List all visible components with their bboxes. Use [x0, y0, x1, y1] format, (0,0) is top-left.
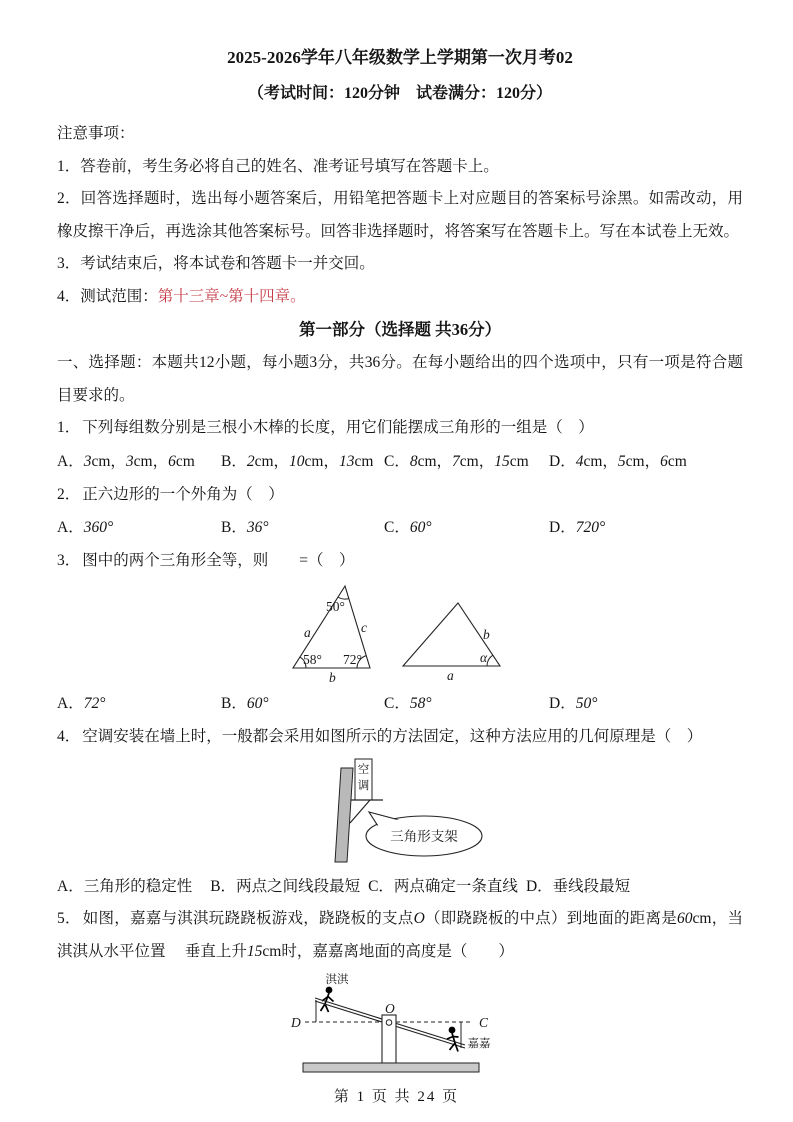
question-2-option-a: A．360° [57, 519, 114, 536]
question-4-stem: 4． 空调安装在墙上时，一般都会采用如图所示的方法固定，这种方法应用的几何原理是（ ） [57, 727, 703, 745]
seesaw-right-person-label: 嘉嘉 [467, 1038, 491, 1050]
question-2-option-b: B．36° [221, 519, 269, 536]
question-4-option-a: A．三角形的稳定性 [57, 878, 193, 895]
question-1-option-c: C．8cm，7cm，15cm [384, 452, 529, 470]
section-intro: 一、选择题：本题共12小题，每小题3分，共36分。在每小题给出的四个选项中，只有一项是符合题目要求的。 [57, 354, 743, 404]
question-3-stem: 3． 图中的两个三角形全等，则 =（ ） [57, 552, 355, 569]
pivot-bolt [386, 1020, 392, 1026]
notice-item-1: 1．答卷前，考生务必将自己的姓名、准考证号填写在答题卡上。 [57, 157, 499, 175]
question-3-option-b: B．60° [221, 694, 269, 712]
right-side-b-label: b [483, 626, 490, 642]
person-icon-right [447, 1027, 459, 1052]
question-5-number: 5． [57, 910, 81, 927]
question-1-options [57, 445, 743, 479]
question-4-option-d: D．垂线段最短 [525, 878, 631, 895]
question-1-stem: 1． 下列每组数分别是三根小木棒的长度，用它们能摆成三角形的一组是（ ） [57, 419, 594, 436]
right-alpha-angle-arc [487, 655, 493, 666]
notice-heading: 注意事项： [57, 125, 135, 142]
ac-unit-char-2: 调 [357, 780, 370, 792]
question-3-option-a: A．72° [57, 694, 106, 712]
speech-bubble-label: 三角形支架 [390, 829, 458, 844]
question-4-option-c: C．两点确定一条直线 [368, 878, 518, 895]
point-c-label: C [479, 1015, 489, 1030]
question-5-stem: 5． 如图，嘉嘉与淇淇玩跷跷板游戏，跷跷板的支点O（即跷跷板的中点）到地面的距离是60cm，当淇淇从水平位置 垂直上升15cm时，嘉嘉离地面的高度是（ ） [57, 910, 743, 960]
question-2-stem: 2． 正六边形的一个外角为（ ） [57, 485, 284, 503]
left-apex-angle-label: 50° [326, 598, 345, 614]
wall [335, 768, 353, 862]
question-4-option-b: B．两点之间线段最短 [210, 878, 361, 895]
section-heading: 第一部分（选择题 共36分） [298, 320, 502, 339]
question-2-options [57, 511, 743, 545]
question-3-option-c: C．58° [384, 694, 432, 712]
notice-item-2: 2．回答选择题时，选出每小题答案后，用铅笔把答题卡上对应题目的答案标号涂黑。如需改动，用橡皮擦干净后，再选涂其他答案标号。回答非选择题时，将答案写在答题卡上。写在本试卷上无效。 [57, 190, 743, 240]
notice-item-4 [57, 281, 743, 314]
question-1-option-a: A．3cm，3cm，6cm [57, 452, 195, 470]
notice-item-3: 3．考试结束后，将本试卷和答题卡一并交回。 [57, 255, 375, 272]
question-1-number: 1． [57, 419, 81, 436]
question-4-number: 4． [57, 727, 81, 745]
seesaw-figure [285, 971, 497, 1073]
person-icon-left [321, 987, 334, 1012]
question-1-option-b: B．2cm，10cm，13cm [221, 452, 374, 470]
ac-unit-char-1: 空 [357, 764, 370, 776]
question-2-option-d: D．720° [549, 519, 606, 536]
notice-item-4-prefix: 4．测试范围： [57, 287, 158, 305]
left-side-c-label: c [361, 619, 367, 635]
page-number: 第 1 页 共 24 页 [333, 1089, 460, 1105]
right-angle-alpha-label: α [480, 649, 488, 665]
question-1-option-d: D．4cm，5cm，6cm [549, 452, 687, 470]
congruent-triangles-figure [290, 581, 505, 684]
left-side-b-label: b [329, 669, 336, 684]
question-3-number: 3． [57, 552, 81, 569]
page-title: 2025-2026学年八年级数学上学期第一次月考02 [227, 48, 573, 67]
question-4-options [57, 871, 743, 903]
question-3-option-d: D．50° [549, 694, 598, 712]
left-side-a-label: a [304, 624, 311, 640]
left-angle-58-label: 58° [303, 651, 322, 667]
question-2-number: 2． [57, 485, 81, 503]
question-2-option-c: C．60° [384, 519, 432, 536]
seesaw-left-person-label: 淇淇 [325, 974, 349, 986]
left-angle-72-label: 72° [343, 651, 362, 667]
right-side-a-label: a [447, 667, 454, 683]
point-d-label: D [291, 1015, 301, 1030]
air-conditioner-bracket-figure [327, 756, 502, 868]
exam-meta: （考试时间：120分钟 试卷满分：120分） [247, 85, 552, 102]
seesaw-base [303, 1063, 479, 1072]
pivot-o-label: O [385, 1001, 395, 1016]
question-3-options [57, 687, 743, 721]
notice-scope-highlight: 第十三章~第十四章。 [157, 287, 306, 305]
diagonal-brace [350, 800, 370, 823]
